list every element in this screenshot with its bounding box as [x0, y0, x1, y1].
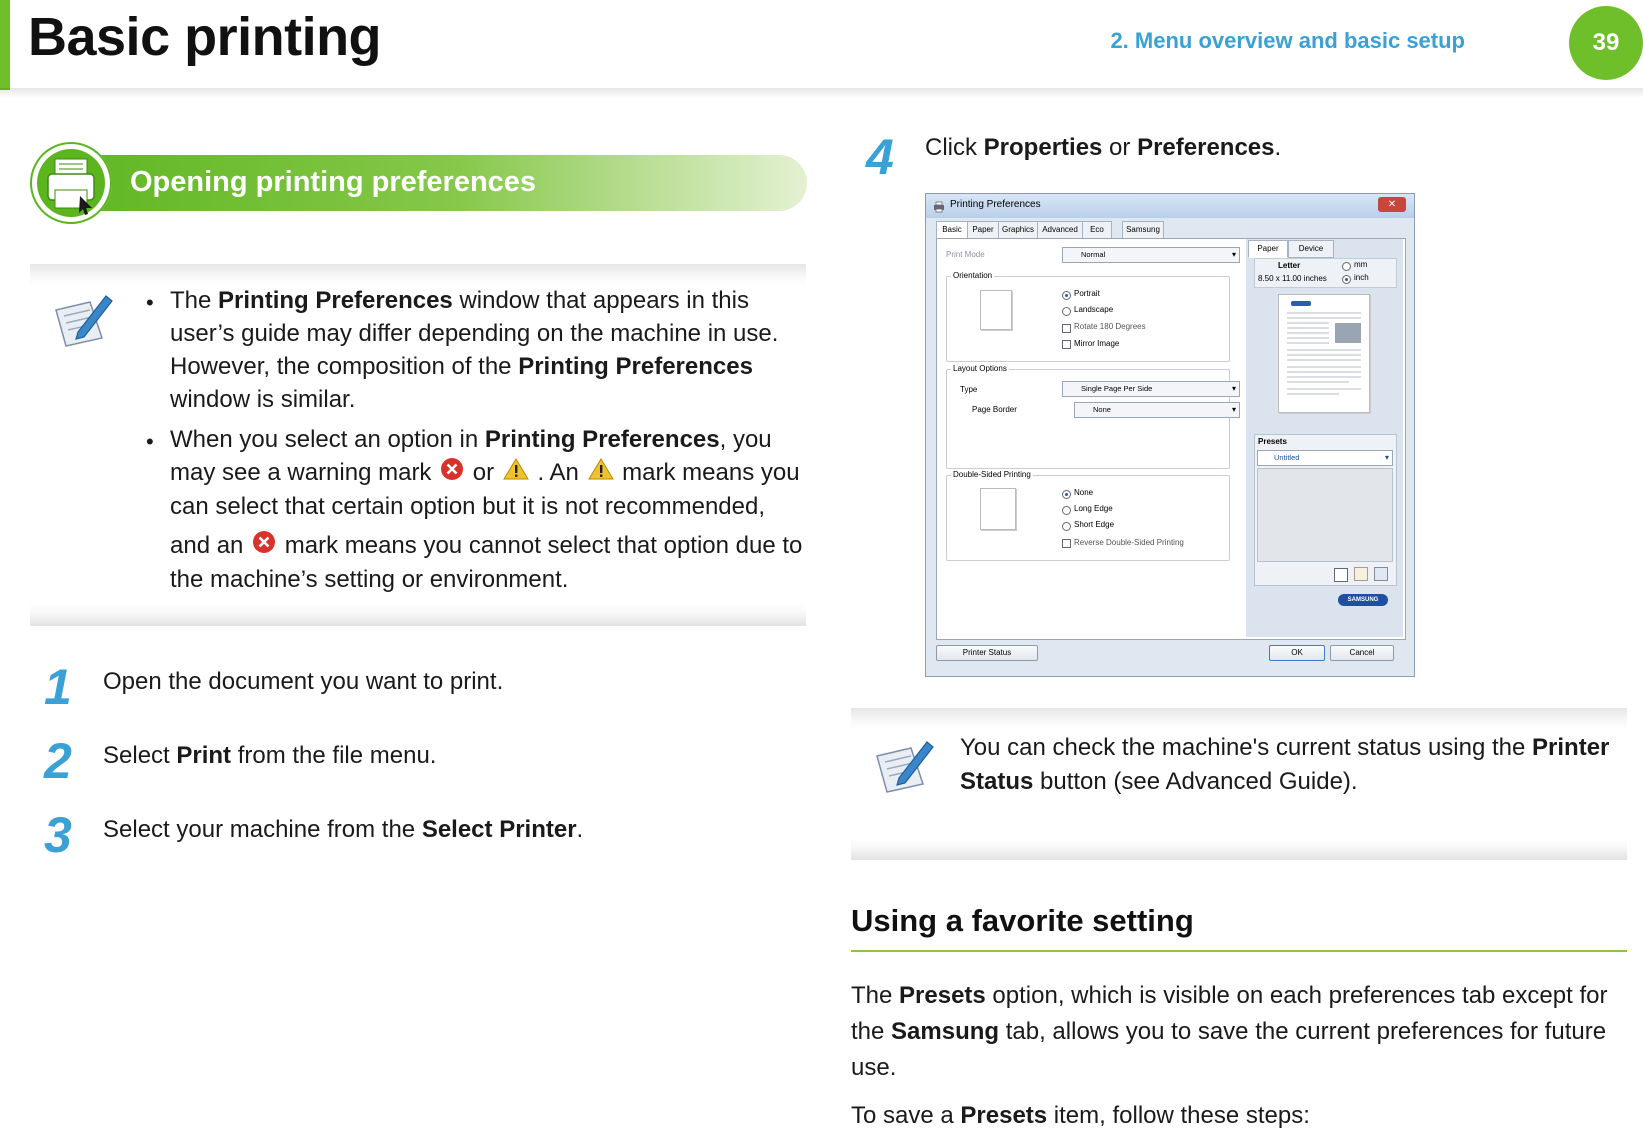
- unit-mm-label: mm: [1354, 260, 1368, 269]
- page-title: Basic printing: [28, 7, 382, 67]
- section-title: Opening printing preferences: [130, 166, 537, 198]
- text: button (see Advanced Guide).: [1033, 768, 1358, 795]
- layout-options-label: Layout Options: [953, 364, 1007, 373]
- text-bold: Printing Preferences: [484, 426, 720, 453]
- text-bold: Printing Preferences: [518, 353, 753, 380]
- step-number: 1: [44, 659, 72, 715]
- heading-rule: [851, 950, 1627, 952]
- error-mark-icon: [252, 530, 276, 563]
- print-mode-select[interactable]: Normal ▾: [1062, 247, 1240, 263]
- presets-list: [1257, 468, 1393, 562]
- note-bullet-2: [170, 423, 810, 523]
- text-bold: Printing Preferences: [218, 287, 453, 314]
- step-text: [103, 742, 436, 770]
- text: Select your machine from the: [103, 816, 422, 843]
- text: item, follow these steps:: [1047, 1102, 1310, 1129]
- subsection-heading: Using a favorite setting: [851, 903, 1194, 938]
- text: When you select an option in: [170, 426, 485, 453]
- header-divider: [0, 88, 1643, 98]
- text: .: [576, 816, 584, 843]
- text: To save a: [851, 1102, 961, 1129]
- tab-advanced[interactable]: Advanced: [1037, 221, 1083, 239]
- text-bold: Preferences: [1137, 134, 1275, 161]
- page-border-select[interactable]: None ▾: [1074, 402, 1240, 418]
- printer-small-icon: [933, 200, 945, 218]
- text-bold: Print: [176, 742, 232, 769]
- text: option, which is visible on each preferences tab except for the: [851, 982, 1608, 1045]
- step-text: [925, 134, 1281, 162]
- tab-samsung[interactable]: Samsung: [1122, 221, 1164, 239]
- presets-label: Presets: [1258, 437, 1287, 446]
- text: The: [170, 287, 219, 314]
- cancel-button[interactable]: Cancel: [1330, 645, 1394, 661]
- text: Select: [103, 742, 177, 769]
- step-text: [103, 668, 503, 696]
- duplex-none-radio[interactable]: [1062, 490, 1071, 499]
- short-edge-radio[interactable]: [1062, 522, 1071, 531]
- note-text: [960, 731, 1628, 799]
- text-bold: Select Printer: [421, 816, 577, 843]
- text: tab, allows you to save the current preferences for future use.: [851, 1018, 1607, 1081]
- short-edge-label: Short Edge: [1074, 520, 1115, 529]
- text: . An: [530, 459, 586, 486]
- bullet-dot: •: [146, 290, 154, 315]
- paragraph: [851, 1098, 1631, 1134]
- step-number: 4: [866, 129, 894, 185]
- orientation-label: Orientation: [953, 271, 993, 280]
- tab-preview-paper[interactable]: Paper: [1248, 240, 1288, 258]
- printer-status-button[interactable]: Printer Status: [936, 645, 1038, 661]
- presets-select[interactable]: Untitled ▾: [1257, 450, 1393, 466]
- text: The: [851, 982, 900, 1009]
- note-bullet-2-continued: [170, 529, 810, 596]
- page-preview: [1278, 294, 1370, 413]
- text: mark means you can select that certain option but it is not recommended,: [170, 459, 800, 521]
- text-bold: Presets: [960, 1102, 1048, 1129]
- tab-graphics[interactable]: Graphics: [998, 221, 1038, 239]
- duplex-preview: [980, 488, 1016, 530]
- warning-mark-icon: [503, 457, 529, 490]
- mirror-label: Mirror Image: [1074, 339, 1120, 348]
- portrait-label: Portrait: [1074, 289, 1100, 298]
- type-label: Type: [960, 385, 978, 394]
- text: You can check the machine's current status using the: [960, 734, 1533, 761]
- paper-size-label: Letter: [1278, 261, 1301, 270]
- samsung-logo: SAMSUNG: [1338, 594, 1388, 606]
- double-sided-label: Double-Sided Printing: [953, 470, 1031, 479]
- page-border-label: Page Border: [972, 405, 1017, 414]
- text: or: [1102, 134, 1138, 161]
- type-select[interactable]: Single Page Per Side ▾: [1062, 381, 1240, 397]
- text: window that appears in this user’s guide may differ depending on the machine in use. However, the composition of the: [170, 287, 779, 380]
- mirror-checkbox[interactable]: [1062, 340, 1071, 349]
- text-bold: Printer Status: [960, 734, 1610, 795]
- orientation-preview: [980, 290, 1012, 330]
- unit-inch-label: inch: [1354, 273, 1369, 282]
- landscape-radio[interactable]: [1062, 307, 1071, 316]
- text: or: [466, 459, 501, 486]
- dialog-title: Printing Preferences: [950, 199, 1041, 210]
- tab-paper[interactable]: Paper: [967, 221, 999, 239]
- long-edge-radio[interactable]: [1062, 506, 1071, 515]
- printing-preferences-dialog: [925, 193, 1415, 677]
- tab-eco[interactable]: Eco: [1082, 221, 1112, 239]
- error-mark-icon: [440, 457, 464, 490]
- step-text: [103, 816, 583, 844]
- unit-mm-radio[interactable]: [1342, 262, 1351, 271]
- text-bold: Properties: [983, 134, 1103, 161]
- chapter-title: 2. Menu overview and basic setup: [1110, 28, 1465, 53]
- text: and an: [170, 532, 251, 559]
- text: Open the document you want to print.: [103, 668, 504, 695]
- text: Click: [925, 134, 984, 161]
- long-edge-label: Long Edge: [1074, 504, 1113, 513]
- portrait-radio[interactable]: [1062, 291, 1071, 300]
- rotate-checkbox[interactable]: [1062, 324, 1071, 333]
- warning-mark-icon: [588, 457, 614, 490]
- text: mark means you cannot select that option due to the machine’s setting or environment.: [170, 532, 803, 594]
- text: .: [1274, 134, 1282, 161]
- step-number: 3: [44, 807, 72, 863]
- paper-info-box: [1254, 258, 1397, 288]
- ok-button[interactable]: OK: [1269, 645, 1325, 661]
- rotate-label: Rotate 180 Degrees: [1074, 322, 1146, 331]
- text: from the file menu.: [231, 742, 437, 769]
- text-bold: Presets: [899, 982, 986, 1009]
- text: , you may see a warning mark: [170, 426, 772, 486]
- printer-icon: [30, 142, 112, 224]
- unit-inch-radio[interactable]: [1342, 275, 1351, 284]
- text-bold: Samsung: [891, 1018, 1000, 1045]
- paper-dimensions: 8.50 x 11.00 inches: [1258, 274, 1327, 283]
- tab-basic[interactable]: Basic: [936, 221, 968, 239]
- note-pencil-icon: [50, 288, 116, 359]
- close-button[interactable]: ✕: [1378, 197, 1406, 212]
- tab-preview-device[interactable]: Device: [1288, 240, 1334, 258]
- text: window is similar.: [170, 386, 356, 413]
- note-bullet-1: [170, 284, 810, 416]
- print-mode-label: Print Mode: [946, 250, 985, 259]
- landscape-label: Landscape: [1074, 305, 1114, 314]
- save-preset-icon[interactable]: [1334, 568, 1348, 582]
- delete-preset-icon[interactable]: [1374, 567, 1388, 581]
- step-number: 2: [44, 733, 72, 789]
- reverse-label: Reverse Double-Sided Printing: [1074, 538, 1184, 547]
- edit-preset-icon[interactable]: [1354, 567, 1368, 581]
- paragraph: [851, 978, 1631, 1086]
- reverse-checkbox[interactable]: [1062, 539, 1071, 548]
- bullet-dot: •: [146, 429, 154, 454]
- header-accent-bar: [0, 0, 10, 90]
- note-pencil-icon: [871, 734, 937, 805]
- page-number-badge: 39: [1569, 6, 1643, 80]
- duplex-none-label: None: [1074, 488, 1094, 497]
